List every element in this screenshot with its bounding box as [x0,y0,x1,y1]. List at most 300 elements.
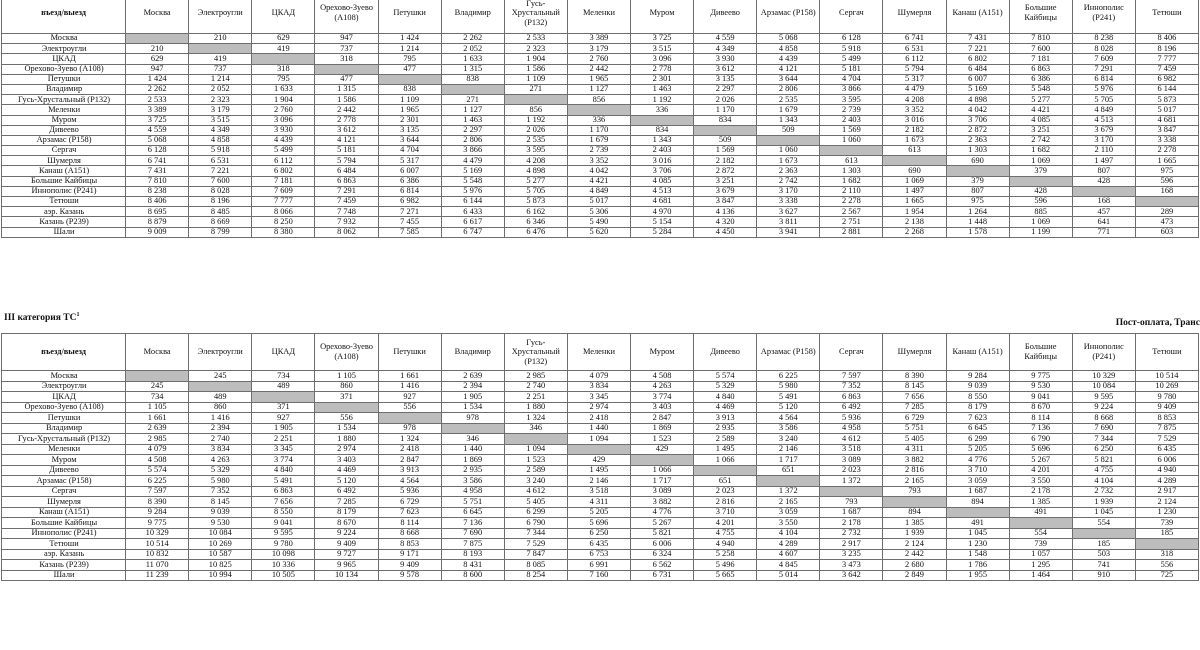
column-header: Муром [630,334,693,371]
fare-cell: 1 214 [378,44,441,54]
fare-cell: 6 863 [820,392,883,403]
fare-cell: 8 406 [1135,34,1198,44]
fare-cell: 4 320 [694,217,757,227]
fare-cell: 6 991 [567,560,630,571]
column-header: Сергач [820,334,883,371]
fare-cell: 8 485 [189,207,252,217]
column-header: Иннополис (Р241) [1072,0,1135,34]
fare-cell: 771 [1072,227,1135,237]
fare-cell: 2 816 [694,497,757,508]
fare-cell: 1 869 [441,455,504,466]
fare-cell: 7 777 [1135,54,1198,64]
fare-cell: 5 696 [1009,444,1072,455]
fare-cell: 1 372 [757,486,820,497]
fare-cell: 2 110 [1072,146,1135,156]
fare-cell: 4 104 [1072,476,1135,487]
fare-cell: 4 681 [630,197,693,207]
fare-cell: 7 690 [1072,423,1135,434]
diagonal-empty-cell [883,156,946,166]
fare-cell: 457 [1072,207,1135,217]
fare-cell: 1 905 [252,423,315,434]
table-row [2,413,1199,424]
fare-cell: 5 317 [378,156,441,166]
fare-cell: 1 673 [883,135,946,145]
column-header: Шумерля [883,0,946,34]
fare-cell: 1 880 [504,402,567,413]
table-row [2,507,1199,518]
fare-cell: 7 597 [126,486,189,497]
fare-cell: 9 578 [378,570,441,581]
fare-cell: 346 [441,434,504,445]
fare-cell: 1 534 [441,402,504,413]
fare-cell: 4 469 [694,402,757,413]
fare-cell: 5 620 [567,227,630,237]
fare-cell: 11 239 [126,570,189,581]
fare-cell: 4 776 [946,455,1009,466]
fare-cell: 3 866 [441,146,504,156]
table-row [2,476,1199,487]
fare-cell: 5 976 [1072,84,1135,94]
fare-cell: 613 [883,146,946,156]
table-row [2,497,1199,508]
fare-cell: 641 [1072,217,1135,227]
fare-cell: 5 017 [567,197,630,207]
fare-cell: 793 [883,486,946,497]
fare-cell: 2 052 [441,44,504,54]
fare-cell: 6 741 [126,156,189,166]
row-label: Дивеево [2,125,126,135]
fare-cell: 6 645 [441,507,504,518]
fare-cell: 8 028 [189,186,252,196]
fare-cell: 6 225 [126,476,189,487]
fare-cell: 371 [252,402,315,413]
fare-cell: 5 169 [946,84,1009,94]
diagonal-empty-cell [567,444,630,455]
table-row [2,434,1199,445]
fare-cell: 1 315 [315,84,378,94]
fare-cell: 3 811 [757,217,820,227]
diagonal-empty-cell [126,371,189,382]
diagonal-empty-cell [504,95,567,105]
fare-cell: 737 [315,44,378,54]
fare-cell: 9 595 [1072,392,1135,403]
table-row [2,465,1199,476]
diagonal-empty-cell [946,507,1009,518]
table-row [2,549,1199,560]
fare-cell: 6 814 [378,186,441,196]
row-label: Казань (Р239) [2,217,126,227]
fare-cell: 1 633 [441,54,504,64]
fare-cell: 7 585 [378,227,441,237]
fare-cell: 3 515 [189,115,252,125]
row-label: Электроугли [2,381,126,392]
fare-cell: 6 729 [883,413,946,424]
fare-cell: 6 324 [630,549,693,560]
fare-cell: 2 935 [694,423,757,434]
fare-cell: 5 574 [126,465,189,476]
fare-cell: 8 668 [1072,413,1135,424]
fare-cell: 2 178 [1009,486,1072,497]
fare-cell: 3 847 [694,197,757,207]
fare-cell: 1 880 [315,434,378,445]
fare-cell: 2 323 [504,44,567,54]
corner-header: въезд/выезд [2,334,126,371]
fare-cell: 429 [567,455,630,466]
fare-cell: 2 639 [441,371,504,382]
fare-cell: 5 705 [504,186,567,196]
fare-cell: 3 345 [252,444,315,455]
fare-cell: 5 491 [757,392,820,403]
fare-cell: 1 230 [946,539,1009,550]
fare-cell: 5 918 [189,146,252,156]
fare-cell: 6 250 [1072,444,1135,455]
fare-cell: 2 917 [1135,486,1198,497]
fare-cell: 4 085 [1009,115,1072,125]
fare-cell: 9 780 [1135,392,1198,403]
fare-cell: 7 136 [441,518,504,529]
fare-cell: 1 661 [126,413,189,424]
fare-cell: 4 349 [189,125,252,135]
fare-cell: 8 390 [883,371,946,382]
fare-cell: 2 146 [757,444,820,455]
fare-cell: 3 586 [441,476,504,487]
fare-cell: 289 [1135,207,1198,217]
column-header: Иннополис (Р241) [1072,334,1135,371]
fare-cell: 2 418 [378,444,441,455]
fare-cell: 1 665 [883,197,946,207]
fare-cell: 6 476 [504,227,567,237]
fare-cell: 7 810 [126,176,189,186]
fare-cell: 6 006 [1135,455,1198,466]
fare-cell: 7 529 [504,539,567,550]
fare-cell: 1 069 [1009,156,1072,166]
fare-cell: 10 994 [189,570,252,581]
diagonal-empty-cell [1135,197,1198,207]
fare-cell: 3 403 [315,455,378,466]
fare-cell: 210 [126,44,189,54]
fare-cell: 5 284 [630,227,693,237]
fare-cell: 8 550 [946,392,1009,403]
column-header: Владимир [441,0,504,34]
fare-cell: 2 732 [1072,486,1135,497]
fare-cell: 947 [315,34,378,44]
fare-cell: 2 442 [567,64,630,74]
header-row [2,334,1199,371]
fare-cell: 7 875 [1135,423,1198,434]
row-label: Владимир [2,423,126,434]
column-header: Орехово-Зуево (А108) [315,334,378,371]
fare-cell: 1 687 [820,507,883,518]
fare-cell: 613 [820,156,883,166]
fare-cell: 2 533 [126,95,189,105]
fare-cell: 489 [252,381,315,392]
fare-cell: 2 751 [820,217,883,227]
fare-cell: 3 710 [946,465,1009,476]
fare-cell: 2 323 [189,95,252,105]
fare-cell: 2 262 [126,84,189,94]
fare-cell: 3 774 [252,455,315,466]
fare-cell: 4 263 [630,381,693,392]
row-label: Меленки [2,444,126,455]
fare-cell: 10 514 [1135,371,1198,382]
fare-cell: 3 710 [694,507,757,518]
fare-cell: 1 315 [441,64,504,74]
fare-cell: 5 499 [252,146,315,156]
table-row [2,54,1199,64]
fare-cell: 8 670 [315,518,378,529]
fare-cell: 1 324 [378,434,441,445]
fare-cell: 6 006 [630,539,693,550]
fare-cell: 8 799 [189,227,252,237]
fare-cell: 6 982 [1135,74,1198,84]
fare-cell: 3 135 [378,125,441,135]
fare-cell: 210 [189,34,252,44]
column-header: Владимир [441,334,504,371]
fare-cell: 1 495 [567,465,630,476]
fare-cell: 8 879 [126,217,189,227]
fare-cell: 503 [1072,549,1135,560]
fare-cell: 5 306 [567,207,630,217]
column-header: Сергач [820,0,883,34]
fare-cell: 4 042 [946,105,1009,115]
fare-cell: 2 535 [757,95,820,105]
fare-cell: 1 939 [1072,497,1135,508]
fare-cell: 6 299 [504,507,567,518]
fare-cell: 4 136 [694,207,757,217]
fare-cell: 4 263 [189,455,252,466]
row-label: Шали [2,227,126,237]
fare-cell: 4 121 [315,135,378,145]
fare-cell: 1 569 [694,146,757,156]
row-label: Петушки [2,74,126,84]
fare-cell: 8 196 [1135,44,1198,54]
fare-cell: 1 679 [567,135,630,145]
fare-cell: 5 205 [567,507,630,518]
fare-cell: 5 267 [630,518,693,529]
fare-cell: 5 980 [189,476,252,487]
fare-cell: 1 954 [883,207,946,217]
fare-cell: 3 059 [946,476,1009,487]
column-header: Шумерля [883,334,946,371]
fare-cell: 596 [1135,176,1198,186]
fare-cell: 1 679 [757,105,820,115]
fare-cell: 1 687 [946,486,1009,497]
fare-cell: 927 [252,413,315,424]
fare-cell: 2 146 [567,476,630,487]
column-header: Тетюши [1135,0,1198,34]
fare-cell: 10 269 [189,539,252,550]
fare-cell: 5 317 [883,74,946,84]
fare-cell: 1 192 [504,115,567,125]
fare-cell: 975 [946,197,1009,207]
fare-cell: 8 853 [1135,413,1198,424]
fare-cell: 1 904 [504,54,567,64]
fare-cell: 2 760 [567,54,630,64]
diagonal-empty-cell [1135,539,1198,550]
fare-cell: 1 066 [694,455,757,466]
fare-cell: 1 440 [441,444,504,455]
fare-cell: 9 041 [1009,392,1072,403]
fare-cell: 8 114 [378,518,441,529]
fare-cell: 4 513 [630,186,693,196]
column-header: Дивеево [694,0,757,34]
fare-cell: 737 [189,64,252,74]
fare-cell: 5 491 [252,476,315,487]
fare-cell: 6 645 [946,423,1009,434]
fare-cell: 5 181 [820,64,883,74]
row-label: Иннополис (Р241) [2,528,126,539]
fare-cell: 1 586 [504,64,567,74]
fare-cell: 2 847 [630,413,693,424]
fare-cell: 1 495 [694,444,757,455]
table-row [2,64,1199,74]
fare-cell: 5 980 [757,381,820,392]
fare-cell: 336 [630,105,693,115]
table-row [2,166,1199,176]
row-label: Петушки [2,413,126,424]
table-row [2,539,1199,550]
fare-cell: 4 479 [441,156,504,166]
fare-cell: 6 346 [504,217,567,227]
table-row [2,197,1199,207]
fare-cell: 4 559 [126,125,189,135]
header-row [2,0,1199,34]
fare-cell: 1 069 [1009,217,1072,227]
fare-cell: 4 898 [504,166,567,176]
fare-cell: 3 515 [630,44,693,54]
column-header: Гусь-Хрустальный (Р132) [504,334,567,371]
fare-cell: 7 609 [1072,54,1135,64]
fare-cell: 5 258 [694,549,757,560]
fare-cell: 807 [946,186,1009,196]
fare-cell: 3 642 [820,570,883,581]
fare-cell: 2 403 [630,146,693,156]
fare-cell: 336 [567,115,630,125]
fare-cell: 4 755 [1072,465,1135,476]
row-label: Электроугли [2,44,126,54]
table-body [2,34,1199,238]
fare-cell: 3 847 [1135,125,1198,135]
table-row [2,44,1199,54]
fare-cell: 2 778 [315,115,378,125]
table-row [2,176,1199,186]
fare-cell: 2 023 [694,486,757,497]
fare-cell: 1 109 [504,74,567,84]
fare-cell: 318 [252,64,315,74]
fare-cell: 245 [189,371,252,382]
fare-cell: 3 595 [504,146,567,156]
fare-cell: 1 343 [630,135,693,145]
fare-cell: 885 [1009,207,1072,217]
fare-cell: 860 [189,402,252,413]
row-label: Гусь-Хрустальный (Р132) [2,434,126,445]
fare-cell: 4 840 [252,465,315,476]
row-label: Сергач [2,146,126,156]
fare-cell: 2 110 [820,186,883,196]
section-title-text: III категория ТС [4,313,77,324]
fare-cell: 5 277 [504,176,567,186]
fare-cell: 10 329 [1072,371,1135,382]
fare-cell: 9 284 [126,507,189,518]
fare-cell: 1 665 [1135,156,1198,166]
fare-cell: 1 372 [820,476,883,487]
fare-cell: 894 [946,497,1009,508]
diagonal-empty-cell [757,476,820,487]
fare-cell: 4 201 [1009,465,1072,476]
fare-cell: 2 418 [567,413,630,424]
fare-cell: 6 492 [315,486,378,497]
fare-cell: 6 863 [1009,64,1072,74]
fare-cell: 734 [126,392,189,403]
table-row [2,105,1199,115]
fare-cell: 7 459 [1135,64,1198,74]
fare-cell: 7 777 [252,197,315,207]
fare-cell: 7 352 [189,486,252,497]
fare-cell: 8 085 [504,560,567,571]
fare-cell: 8 853 [378,539,441,550]
diagonal-empty-cell [567,105,630,115]
fare-cell: 1 105 [315,371,378,382]
fare-cell: 2 985 [504,371,567,382]
fare-cell: 1 094 [567,434,630,445]
row-label: Москва [2,371,126,382]
diagonal-empty-cell [883,497,946,508]
fare-cell: 9 595 [252,528,315,539]
fare-cell: 168 [1135,186,1198,196]
column-header: Петушки [378,334,441,371]
fare-cell: 6 433 [441,207,504,217]
fare-cell: 6 531 [883,44,946,54]
fare-cell: 554 [1072,518,1135,529]
fare-cell: 2 442 [315,105,378,115]
fare-cell: 838 [378,84,441,94]
fare-cell: 1 416 [189,413,252,424]
fare-cell: 8 145 [883,381,946,392]
fare-cell: 168 [1072,197,1135,207]
fare-cell: 7 136 [1009,423,1072,434]
fare-cell: 6 982 [378,197,441,207]
table-row [2,115,1199,125]
fare-cell: 3 706 [630,166,693,176]
fare-cell: 1 230 [1135,507,1198,518]
fare-cell: 7 600 [1009,44,1072,54]
fare-cell: 9 530 [189,518,252,529]
fare-cell: 5 120 [757,402,820,413]
diagonal-empty-cell [630,455,693,466]
fare-cell: 1 170 [567,125,630,135]
fare-cell: 1 045 [1072,507,1135,518]
fare-cell: 2 165 [757,497,820,508]
row-label: Шумерля [2,497,126,508]
fare-cell: 3 089 [630,486,693,497]
fare-cell: 1 440 [567,423,630,434]
column-header: Москва [126,0,189,34]
fare-cell: 9 409 [378,560,441,571]
fare-cell: 11 070 [126,560,189,571]
fare-cell: 856 [504,105,567,115]
fare-cell: 10 587 [189,549,252,560]
diagonal-empty-cell [946,166,1009,176]
fare-cell: 7 932 [315,217,378,227]
fare-cell: 3 612 [315,125,378,135]
diagonal-empty-cell [820,146,883,156]
fare-cell: 9 041 [252,518,315,529]
fare-cell: 3 679 [1072,125,1135,135]
fare-cell: 4 940 [694,539,757,550]
fare-cell: 5 821 [1072,455,1135,466]
fare-cell: 5 205 [946,444,1009,455]
fare-cell: 2 251 [504,392,567,403]
